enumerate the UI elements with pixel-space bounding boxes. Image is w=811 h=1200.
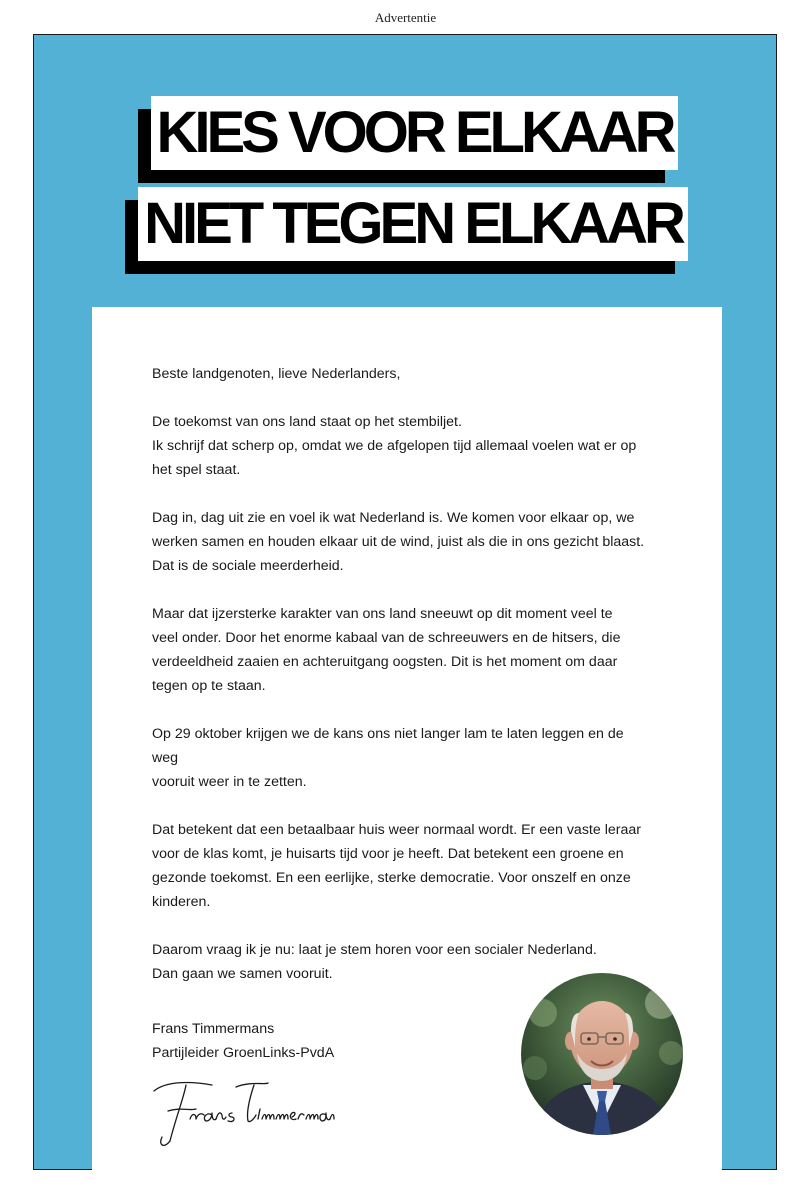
letter-salutation: Beste landgenoten, lieve Nederlanders, — [152, 366, 401, 382]
letter-paragraph-1 — [152, 410, 652, 482]
paragraph-line: gezonde toekomst. En een eerlijke, sterke democratie. Voor onszelf en onze — [152, 870, 631, 886]
sender-title: Partijleider GroenLinks-PvdA — [152, 1045, 335, 1061]
headline-line-1: KIES VOOR ELKAAR — [151, 96, 678, 170]
paragraph-line: Maar dat ijzersterke karakter van ons land sneeuwt op dit moment veel te — [152, 606, 613, 622]
paragraph-line: kinderen. — [152, 894, 211, 910]
paragraph-line: voor de klas komt, je huisarts tijd voor je heeft. Dat betekent een groene en — [152, 846, 624, 862]
letter-paragraph-5 — [152, 818, 652, 914]
letter-paragraph-2 — [152, 506, 652, 578]
headline-line-2: NIET TEGEN ELKAAR — [138, 187, 688, 261]
paragraph-line: veel onder. Door het enorme kabaal van de schreeuwers en de hitsers, die — [152, 630, 621, 646]
advertisement-frame — [33, 34, 777, 1170]
paragraph-line: Dat is de sociale meerderheid. — [152, 558, 344, 574]
paragraph-line: Daarom vraag ik je nu: laat je stem horen voor een socialer Nederland. — [152, 942, 597, 958]
letter-signoff — [152, 1017, 334, 1065]
paragraph-line: Op 29 oktober krijgen we de kans ons niet langer lam te laten leggen en de weg — [152, 726, 624, 766]
portrait-photo — [521, 973, 683, 1135]
paragraph-line: verdeeldheid zaaien en achteruitgang oogsten. Dit is het moment om daar — [152, 654, 618, 670]
sender-name: Frans Timmermans — [152, 1021, 275, 1037]
paragraph-line: Dag in, dag uit zie en voel ik wat Nederland is. We komen voor elkaar op, we — [152, 510, 635, 526]
signature-icon — [150, 1075, 340, 1155]
paragraph-line: het spel staat. — [152, 462, 241, 478]
paragraph-line: tegen op te staan. — [152, 678, 266, 694]
paragraph-line: werken samen en houden elkaar uit de wind, juist als die in ons gezicht blaast. — [152, 534, 645, 550]
paragraph-line: Ik schrijf dat scherp op, omdat we de afgelopen tijd allemaal voelen wat er op — [152, 438, 637, 454]
letter-body — [152, 362, 652, 1010]
letter-paragraph-3 — [152, 602, 652, 698]
paragraph-line: Dat betekent dat een betaalbaar huis weer normaal wordt. Er een vaste leraar — [152, 822, 641, 838]
letter-panel — [92, 307, 722, 1171]
letter-paragraph-4 — [152, 722, 652, 794]
paragraph-line: De toekomst van ons land staat op het stembiljet. — [152, 414, 462, 430]
paragraph-line: Dan gaan we samen vooruit. — [152, 966, 333, 982]
paragraph-line: vooruit weer in te zetten. — [152, 774, 307, 790]
advertisement-label: Advertentie — [374, 10, 437, 25]
